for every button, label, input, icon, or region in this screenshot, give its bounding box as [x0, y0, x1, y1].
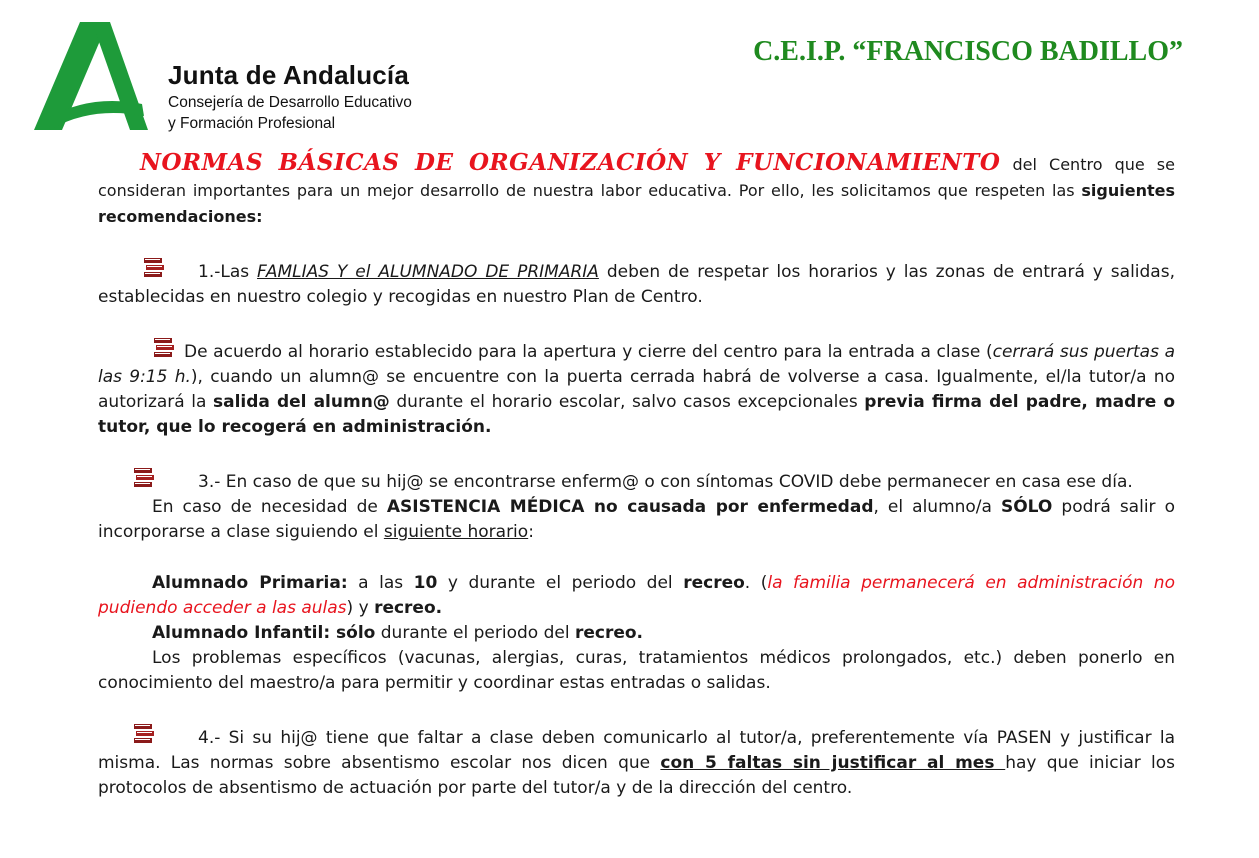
rule-3-text: 3.- En caso de que su hij@ se encontrarse enferm@ o con síntomas COVID debe permanecer en casa ese día. [198, 472, 1133, 492]
primaria-d: ) y [346, 598, 375, 618]
intro-bold: siguientes recomendaciones: [98, 181, 1175, 226]
rule-3-p2-bold-2: SÓLO [1000, 497, 1053, 517]
rule-2-paren: ( [980, 342, 993, 362]
rule-4 [98, 722, 1175, 801]
primaria-bold-recreo: recreo [683, 573, 745, 593]
rule-2-bold-start: De acuerdo al horario establecido para la apertura y cierre del centro para la entrada a clase [184, 342, 981, 362]
primaria-c: . ( [744, 573, 768, 593]
rule-1-rest: deben de respetar los horarios y las zonas de entrará y salidas, establecidas en nuestro colegio y recogidas en nuestro Plan de Centro. [98, 262, 1175, 307]
primaria-a: a las [347, 573, 414, 593]
infantil-bold: recreo. [574, 623, 643, 643]
primaria-red-note: la familia permanecerá en administración no pudiendo acceder a las aulas [98, 573, 1175, 618]
rule-4-emphasis: con 5 faltas sin justificar al mes [660, 753, 1006, 773]
rule-4-text-1: 4.- Si su hij@ tiene que faltar a clase deben comunicarlo al tutor/a, preferentemente vía PASEN y justificar la misma. Las normas sobre absentismo escolar nos dicen que [98, 728, 1175, 773]
intro-paragraph [98, 150, 1175, 230]
rule-4-text-2: hay que iniciar los protocolos de absentismo de actuación por parte del tutor/a y de la dirección del centro. [98, 753, 1176, 798]
rule-2-text-2: durante el horario escolar, salvo casos excepcionales [389, 392, 865, 412]
book-stack-icon [132, 466, 158, 490]
brand-block [168, 60, 412, 133]
org-subtitle-1: Consejería de Desarrollo Educativo [168, 94, 412, 111]
infantil-label: Alumnado Infantil: sólo [152, 623, 376, 643]
rule-2-italic: cerrará sus puertas a las 9:15 h. [98, 342, 1175, 387]
book-stack-icon [132, 722, 158, 746]
org-subtitle-2: y Formación Profesional [168, 115, 336, 132]
rule-3-p2-c: podrá salir o incorporarse a clase siguiendo el [98, 497, 1175, 542]
rule-2 [98, 336, 1175, 440]
rule-3-medical [98, 495, 1175, 545]
rule-3 [98, 466, 1175, 495]
problemas-paragraph [98, 646, 1175, 696]
rule-3-p2-b: , el alumno/a [873, 497, 1001, 517]
primaria-b: y durante el periodo del [437, 573, 684, 593]
primaria-schedule [98, 571, 1175, 621]
primaria-bold-recreo-2: recreo. [374, 598, 443, 618]
rule-3-p2-d: : [528, 522, 534, 542]
school-name: C.E.I.P. “FRANCISCO BADILLO” [753, 36, 1183, 67]
junta-andalucia-logo [30, 20, 150, 132]
infantil-schedule [98, 621, 1175, 646]
rule-2-text-1: ), cuando un alumn@ se encuentre con la puerta cerrada habrá de volverse a casa. Igualmente, el/la tutor/a no autorizará la [98, 367, 1175, 412]
rule-1-prefix: 1.-Las [198, 262, 258, 282]
document-title: NORMAS BÁSICAS DE ORGANIZACIÓN Y FUNCIONAMIENTO [140, 149, 1001, 176]
rule-1-emphasis: FAMLIAS Y el ALUMNADO DE PRIMARIA [257, 262, 599, 282]
problemas-text: Los problemas específicos (vacunas, alergias, curas, tratamientos médicos prolongados, etc.) deben ponerlo en conocimiento del maestro/a para permitir y coordinar estas entradas o salidas. [98, 648, 1175, 693]
intro-text: del Centro que se consideran importantes para un mejor desarrollo de nuestra labor educativa. Por ello, les solicitamos que respeten las [98, 155, 1175, 200]
rule-1 [98, 256, 1175, 310]
primaria-bold-10: 10 [413, 573, 438, 593]
rule-3-p2-ul: siguiente horario [383, 522, 529, 542]
rule-3-p2-a: En caso de necesidad de [152, 497, 387, 517]
document-body [98, 150, 1175, 801]
book-stack-icon [142, 256, 168, 280]
org-title: Junta de Andalucía [168, 60, 410, 90]
book-stack-icon [152, 336, 178, 360]
rule-2-bold-2: previa firma del padre, madre o tutor, que lo recogerá en administración. [98, 392, 1175, 437]
primaria-label: Alumnado Primaria: [152, 573, 348, 593]
rule-2-bold-1: salida del alumn@ [213, 392, 390, 412]
infantil-a: durante el periodo del [375, 623, 575, 643]
rule-3-p2-bold-1: ASISTENCIA MÉDICA no causada por enfermedad [386, 497, 874, 517]
